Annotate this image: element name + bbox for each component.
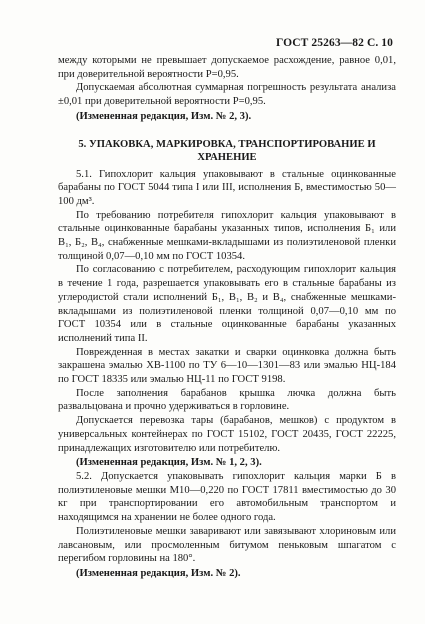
page-header: ГОСТ 25263—82 С. 10 (275, 37, 393, 49)
paragraph-containers: Допускается перевозка тары (барабанов, мешков) с продуктом в универсальных контейнерах по ГОСТ 15102, ГОСТ 20435, ГОСТ 22225, принадлежащих изготовителю или потребителю. (58, 415, 396, 454)
amendment-note-2: (Измененная редакция, Изм. № 1, 2, 3). (76, 457, 262, 469)
paragraph-5-2: 5.2. Допускается упаковывать гипохлорит кальция марки Б в полиэтиленовые мешки М10—0,220 по ГОСТ 17811 вместимостью до 30 кг при транспортировании его автомобильным транспортом и находящимся на хранении не более одного года. (58, 470, 396, 524)
paragraph-polyethylene-bags: Полиэтиленовые мешки заваривают или завязывают хлориновым или лавсановым, или просмоленным битумом пеньковым шпагатом с перегибом горловины на 180°. (58, 525, 396, 565)
amendment-note-1: (Измененная редакция, Изм. № 2, 3). (76, 110, 252, 122)
amendment-note-3: (Измененная редакция, Изм. № 2). (76, 567, 241, 579)
paragraph-5-1: 5.1. Гипохлорит кальция упаковывают в стальные оцинкованные барабаны по ГОСТ 5044 типа I или III, исполнения Б, вместимостью 50—100 дм³. (58, 168, 396, 207)
section-title: 5. УПАКОВКА, МАРКИРОВКА, ТРАНСПОРТИРОВАНИЕ И ХРАНЕНИЕ (78, 138, 376, 164)
paragraph-damaged-zinc: Поврежденная в местах закатки и сварки оцинковка должна быть закрашена эмалью ХВ-1100 по ТУ 6—10—1301—83 или эмалью НЦ-184 по ГОСТ 18335 или эмалью НЦ-11 по ГОСТ 9198. (58, 346, 396, 386)
paragraph-customer-request: По требованию потребителя гипохлорит кальция упаковывают в стальные оцинкованные барабаны указанных типов, исполнения Б₁ или В₁, Б₂, В₄, снабженные мешками-вкладышами из полиэтиленовой пленки толщиной 0,07—0,10 мм по ГОСТ 10354. (58, 209, 396, 262)
paragraph-2: Допускаемая абсолютная суммарная погрешность результата анализа ±0,01 при доверительной вероятности P=0,95. (58, 82, 396, 108)
paragraph-agreement: По согласованию с потребителем, расходующим гипохлорит кальция в течение 1 года, разрешается упаковывать его в стальные барабаны из углеродистой стали исполнений Б₁, В₁, В₂ и В₄, снабженные мешками-вкладышами из полиэтиленовой пленки толщиной 0,07—0,10 мм по ГОСТ 10354 или в стальные оцинкованные барабаны указанных исполнений типа II. (58, 264, 396, 344)
paragraph-lid: После заполнения барабанов крышка лючка должна быть развальцована и прочно удерживаться в горловине. (58, 387, 396, 413)
paragraph-1: между которыми не превышает допускаемое расхождение, равное 0,01, при доверительной вероятности P=0,95. (58, 55, 396, 80)
document-body (58, 54, 396, 581)
